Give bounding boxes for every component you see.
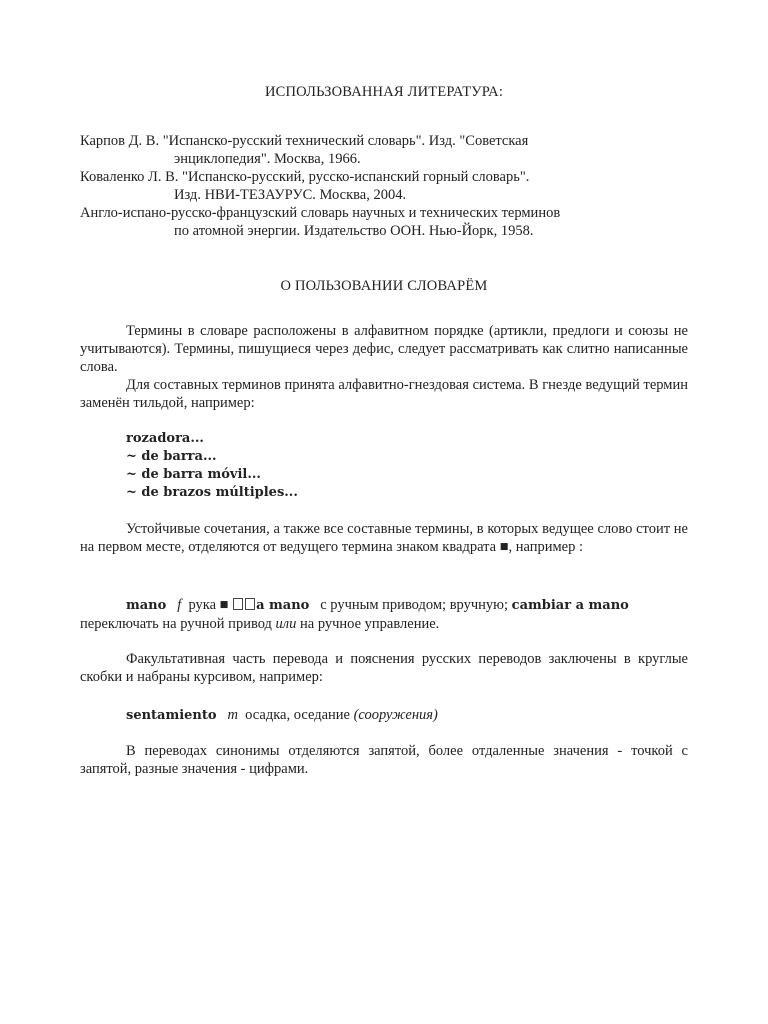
reference-2: [80, 168, 700, 204]
entry-line-2-end: на ручное управление.: [300, 616, 440, 632]
missing-glyph-icon: [233, 598, 243, 610]
example-list: [126, 430, 298, 502]
reference-continuation: энциклопедия". Москва, 1966.: [174, 151, 361, 167]
entry-line-2: переключать на ручной привод: [80, 616, 272, 632]
entry-term: mano: [126, 598, 167, 613]
usage-heading: О ПОЛЬЗОВАНИИ СЛОВАРЁМ: [280, 278, 488, 294]
entry-subgloss: с ручным приводом; вручную;: [320, 597, 509, 613]
square-mark: ■: [219, 597, 229, 613]
entry-subterm: a mano: [256, 598, 310, 613]
example-item: ~ de brazos múltiples...: [126, 485, 298, 500]
literature-heading: ИСПОЛЬЗОВАННАЯ ЛИТЕРАТУРА:: [264, 84, 504, 100]
missing-glyph-icon: [245, 598, 255, 610]
entry-gender: m: [227, 707, 238, 723]
paragraph-nesting: Для составных терминов принята алфавитно-гнездовая система. В гнезде ведущий термин заменён тильдой, например:: [80, 377, 688, 411]
reference-3: [80, 204, 700, 240]
paragraph-synonyms: В переводах синонимы отделяются запятой, более отдаленные значения - точкой с запятой, разные значения - цифрами.: [80, 743, 688, 777]
entry-or: или: [275, 616, 297, 632]
reference-line: Карпов Д. В. "Испанско-русский технический словарь". Изд. "Советская: [80, 133, 529, 149]
entry-term: sentamiento: [126, 708, 217, 723]
entry-gender: f: [177, 597, 182, 613]
entry-note: (сооружения): [353, 707, 438, 723]
entry-gloss: осадка, оседание: [245, 707, 350, 723]
entry-term-2: cambiar a mano: [511, 598, 629, 613]
example-item: ~ de barra...: [126, 449, 217, 464]
reference-continuation: Изд. НВИ-ТЕЗАУРУС. Москва, 2004.: [174, 187, 407, 203]
reference-line: Коваленко Л. В. "Испанско-русский, русско-испанский горный словарь".: [80, 169, 530, 185]
reference-1: [80, 132, 700, 168]
paragraph-alphabetical: Термины в словаре расположены в алфавитном порядке (артикли, предлоги и союзы не учитываются). Термины, пишущиеся через дефис, следует рассматривать как слитно написанные слова.: [80, 323, 688, 375]
reference-continuation: по атомной энергии. Издательство ООН. Нью-Йорк, 1958.: [174, 223, 534, 239]
reference-line: Англо-испано-русско-французский словарь научных и технических терминов: [80, 205, 561, 221]
paragraph-square: Устойчивые сочетания, а также все составные термины, в которых ведущее слово стоит не на первом месте, отделяются от ведущего термина знаком квадрата ■, например :: [80, 521, 688, 555]
sentamiento-entry: [80, 706, 688, 725]
mano-entry: [80, 596, 692, 633]
example-item: rozadora...: [126, 431, 204, 446]
paragraph-optional: Факультативная часть перевода и пояснения русских переводов заключены в круглые скобки и набраны курсивом, например:: [80, 651, 688, 685]
entry-gloss: рука: [188, 597, 217, 613]
example-item: ~ de barra móvil...: [126, 467, 261, 482]
